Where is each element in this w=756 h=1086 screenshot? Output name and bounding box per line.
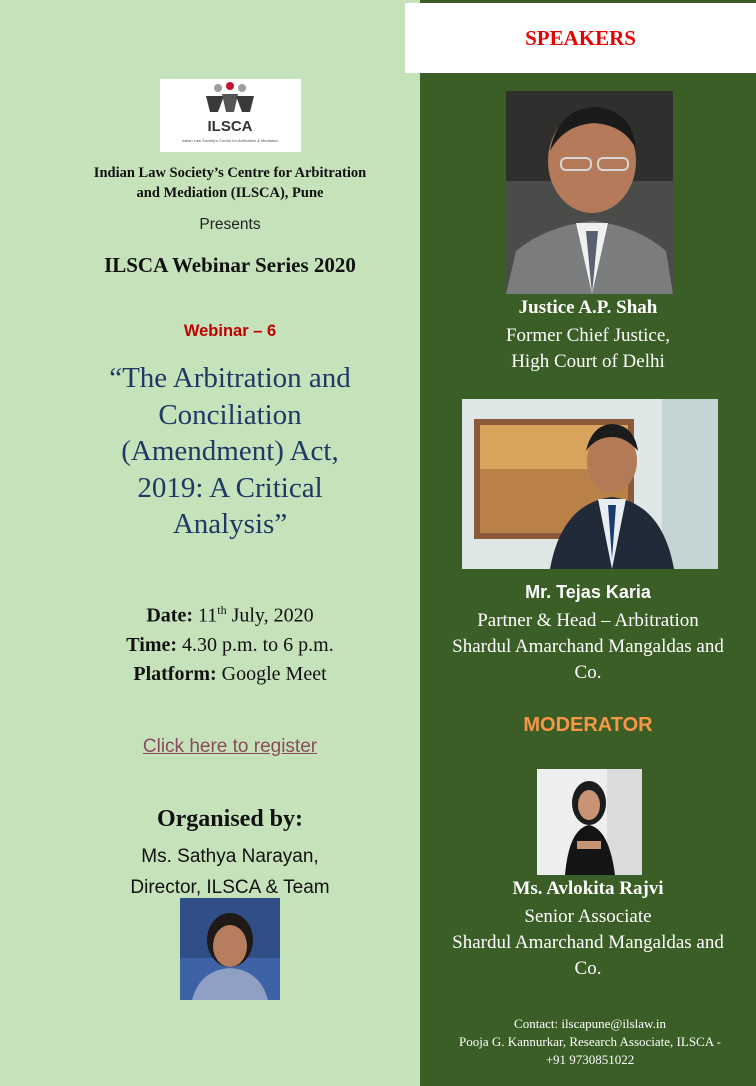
title-line: “The Arbitration and <box>109 362 351 394</box>
speaker-role-line: Partner & Head – Arbitration <box>477 610 699 631</box>
moderator-role-line: Shardul Amarchand Mangaldas and <box>452 932 724 953</box>
date-row <box>20 596 440 631</box>
speaker-name-karia: Mr. Tejas Karia <box>525 582 651 602</box>
organiser-line-2: Director, ILSCA & Team <box>130 877 330 898</box>
speaker-role-line: Co. <box>574 662 602 683</box>
organiser-details <box>40 841 420 903</box>
organised-by-heading: Organised by: <box>156 806 303 832</box>
ilsca-people-logo-icon <box>160 79 301 152</box>
moderator-role <box>420 904 756 982</box>
title-line: Analysis” <box>172 508 288 540</box>
time-label: Time: <box>126 633 178 656</box>
logo-tagline: Indian Law Society's Centre for Arbitration & Mediation <box>181 138 279 143</box>
platform-value: Google Meet <box>221 662 327 685</box>
contact-person: Pooja G. Kannurkar, Research Associate, ILSCA - <box>459 1034 721 1049</box>
speaker-role-line: Former Chief Justice, <box>505 325 671 346</box>
platform-row <box>20 660 440 689</box>
ilsca-logo <box>160 79 301 152</box>
organiser-line-1: Ms. Sathya Narayan, <box>141 846 319 867</box>
organiser-photo <box>180 898 280 1000</box>
speakers-header <box>405 3 756 73</box>
speakers-label: SPEAKERS <box>525 25 636 50</box>
title-line: 2019: A Critical <box>137 471 323 504</box>
speaker-name-shah: Justice A.P. Shah <box>518 297 658 318</box>
presents-text: Presents <box>199 216 261 233</box>
speaker-role-shah <box>420 323 756 375</box>
title-line: Conciliation <box>158 398 302 431</box>
organisation-line-2: and Mediation (ILSCA), Pune <box>136 185 324 201</box>
logo-wordmark: ILSCA <box>207 118 253 135</box>
speaker-photo-shah <box>506 91 673 294</box>
webinar-number: Webinar – 6 <box>183 322 277 340</box>
speaker-photo-karia <box>462 399 718 569</box>
date-rest: July, 2020 <box>226 604 314 627</box>
moderator-role-line: Senior Associate <box>524 906 652 927</box>
date-label: Date: <box>146 604 193 627</box>
speaker-role-line: High Court of Delhi <box>511 351 665 372</box>
speaker-role-karia <box>420 608 756 686</box>
title-line: (Amendment) Act, <box>121 435 339 467</box>
time-row <box>20 631 440 660</box>
moderator-heading: MODERATOR <box>523 714 653 736</box>
moderator-photo <box>537 769 642 875</box>
series-title: ILSCA Webinar Series 2020 <box>104 253 356 277</box>
register-link[interactable]: Click here to register <box>142 736 318 757</box>
contact-info <box>430 1015 750 1069</box>
organisation-name <box>60 163 400 203</box>
organisation-line-1: Indian Law Society’s Centre for Arbitration <box>93 165 367 181</box>
moderator-name: Ms. Avlokita Rajvi <box>512 878 664 899</box>
contact-phone: +91 9730851022 <box>545 1052 635 1067</box>
platform-label: Platform: <box>133 662 217 685</box>
contact-email: Contact: ilscapune@ilslaw.in <box>514 1016 666 1031</box>
time-value: 4.30 p.m. to 6 p.m. <box>182 633 334 656</box>
date-suffix: th <box>217 603 227 617</box>
webinar-title <box>50 360 410 543</box>
event-details <box>20 596 440 689</box>
speaker-role-line: Shardul Amarchand Mangaldas and <box>452 636 724 657</box>
date-day: 11 <box>197 604 218 627</box>
moderator-role-line: Co. <box>574 958 602 979</box>
